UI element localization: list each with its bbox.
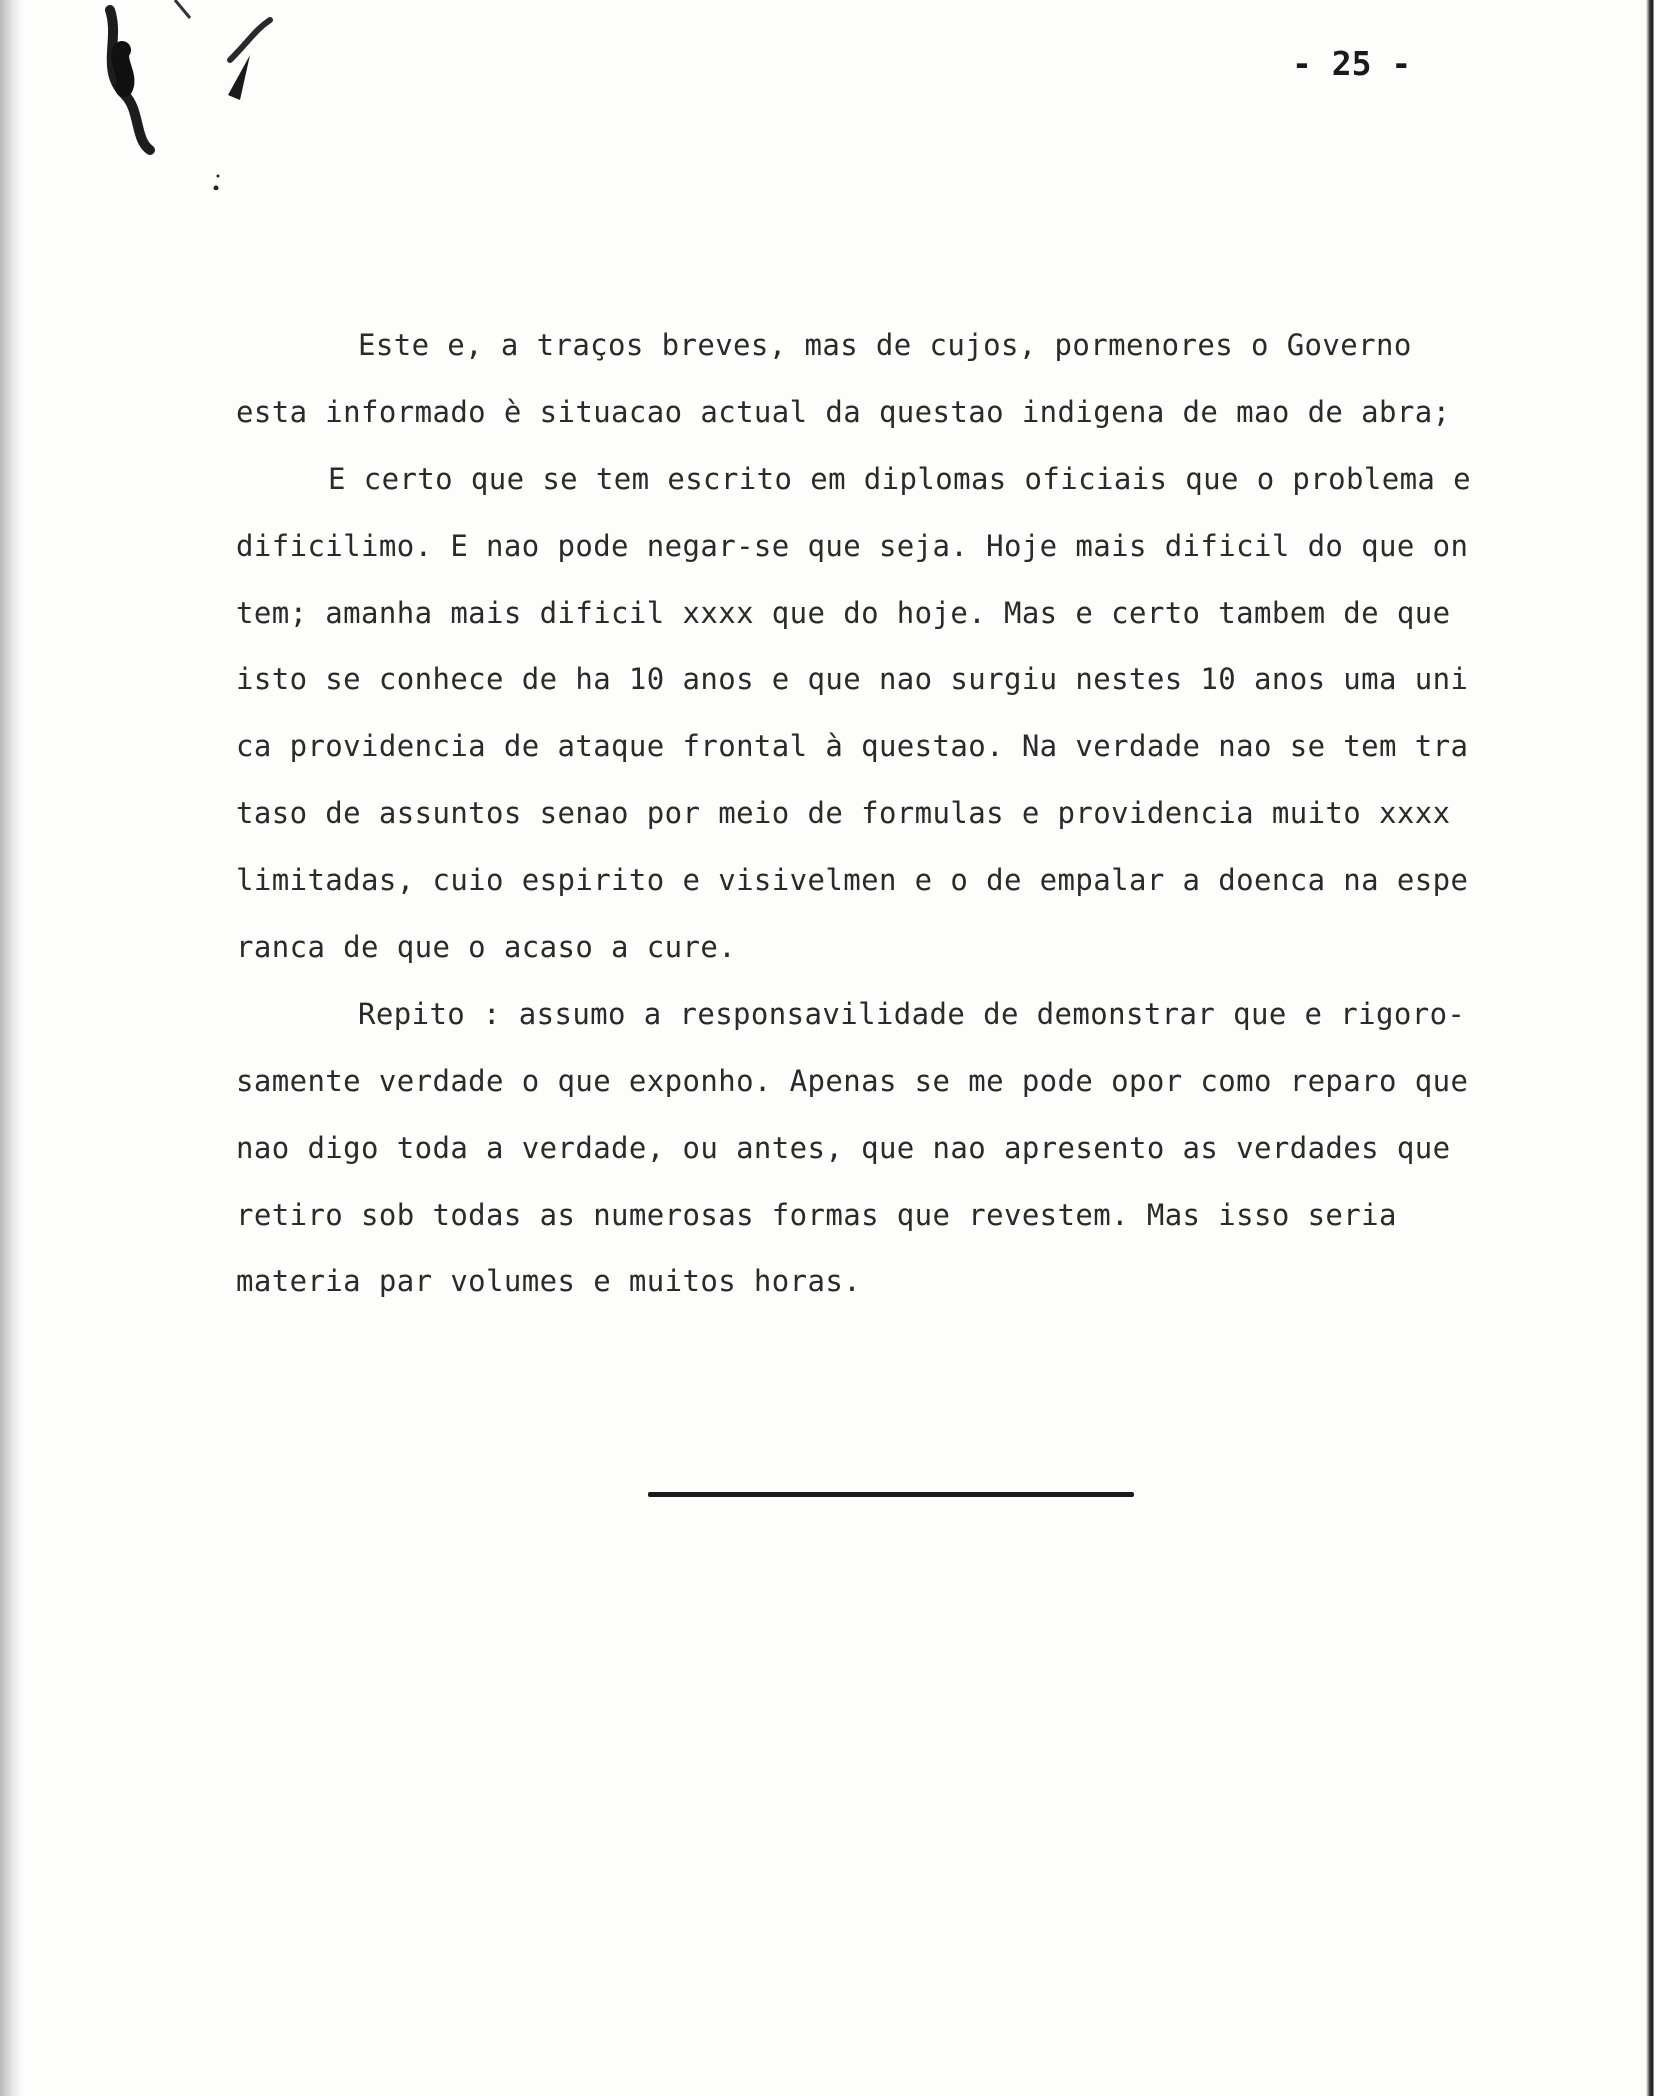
text-line: retiro sob todas as numerosas formas que revestem. Mas isso seria [236, 1197, 1397, 1232]
text-line: dificilimo. E nao pode negar-se que seja. Hoje mais dificil do que on [236, 528, 1469, 563]
text-line: Repito : assumo a responsavilidade de demonstrar que e rigoro- [358, 996, 1466, 1031]
text-line: limitadas, cuio espirito e visivelmen e o de empalar a doenca na espe [236, 863, 1469, 898]
text-line: nao digo toda a verdade, ou antes, que nao apresento as verdades que [236, 1130, 1451, 1165]
text-line: E certo que se tem escrito em diplomas oficiais que o problema e [328, 461, 1472, 496]
page-number: - 25 - [1292, 44, 1412, 83]
text-line: ca providencia de ataque frontal à questao. Na verdade nao se tem tra [236, 729, 1469, 764]
scan-edge-left [0, 0, 22, 2096]
text-line: isto se conhece de ha 10 anos e que nao surgiu nestes 10 anos uma uni [236, 662, 1469, 697]
ink-smudge-mark [80, 0, 340, 190]
horizontal-divider [648, 1492, 1134, 1497]
text-line: esta informado è situacao actual da questao indigena de mao de abra; [236, 394, 1451, 429]
text-line: taso de assuntos senao por meio de formulas e providencia muito xxxx [236, 796, 1451, 831]
text-line: tem; amanha mais dificil xxxx que do hoje. Mas e certo tambem de que [236, 595, 1451, 630]
text-line: Este e, a traços breves, mas de cujos, pormenores o Governo [358, 328, 1412, 362]
scan-edge-right [1634, 0, 1664, 2096]
text-line: samente verdade o que exponho. Apenas se me pode opor como reparo que [236, 1063, 1469, 1098]
typewritten-body [236, 312, 1608, 1315]
text-line: ranca de que o acaso a cure. [236, 930, 737, 965]
text-line: materia par volumes e muitos horas. [236, 1264, 862, 1299]
